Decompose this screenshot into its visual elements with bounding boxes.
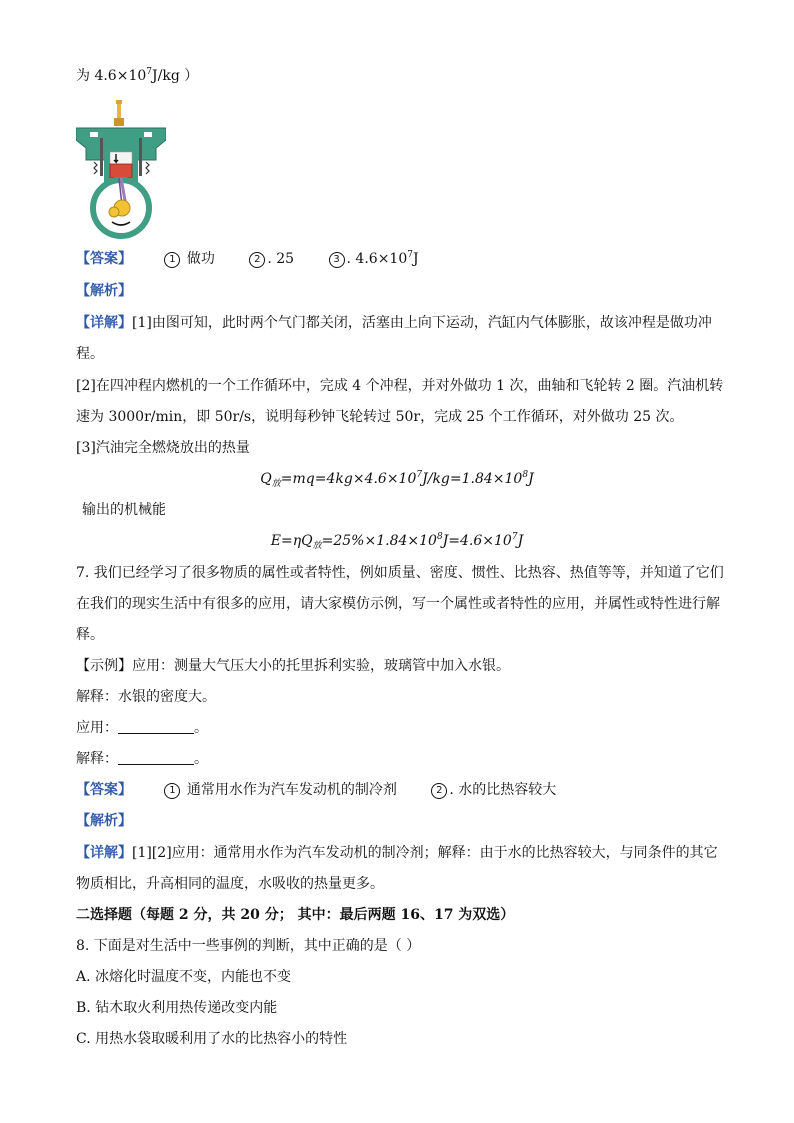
q8-option-c: C. 用热水袋取暖利用了水的比热容小的特性 (76, 1031, 348, 1047)
q8-option-b: B. 钻木取火利用热传递改变内能 (76, 1000, 278, 1016)
q6-detail-line-4: 速为 3000r/min，即 50r/s，说明每秒钟飞轮转过 50r，完成 25 个工作循环，对外做功 25 次。 (76, 409, 684, 425)
engine-diagram (76, 100, 166, 240)
q7-example: 【示例】应用：测量大气压大小的托里拆利实验，玻璃管中加入水银。 (76, 658, 510, 674)
q6-answer: 【答案】 1 做功 2 . 25 3 . $4.6\times 10^7J$ (76, 250, 419, 267)
q6-detail-line-5: [3]汽油完全燃烧放出的热量 (76, 440, 250, 456)
answer-blank (118, 750, 194, 765)
exhaust-valve-stem (139, 138, 142, 176)
q6-stem-tail: 为 $4.6\times 10^7J/kg$ ） (76, 67, 199, 84)
piston (110, 164, 132, 178)
formula-mechanical-energy: $E=\eta Q_放=25\%\times 1.84\times 10^8J=4.6\times 10^7J$ (270, 532, 524, 551)
q6-detail-line-1: 【详解】[1]由图可知，此时两个气门都关闭，活塞由上向下运动，汽缸内气体膨胀，故该冲程是做功冲 (76, 315, 712, 331)
exhaust-port (144, 132, 152, 137)
q7-analysis-label: 【解析】 (76, 813, 132, 829)
section-title: 二选择题（每题 2 分，共 20 分； 其中：最后两题 16、17 为双选） (76, 907, 515, 923)
q7-stem-line-1: 7. 我们已经学习了很多物质的属性或者特性，例如质量、密度、惯性、比热容、热值等等，并知道了它们 (76, 565, 724, 581)
intake-valve-stem (100, 138, 103, 176)
q7-application-blank: 应用： 。 (76, 720, 208, 736)
spark-plug-base (114, 118, 124, 126)
q7-stem-line-2: 在我们的现实生活中有很多的应用，请大家模仿示例，写一个属性或者特性的应用，并属性或特性进行解 (76, 596, 720, 612)
exhaust-spring (146, 162, 149, 174)
q8-option-a: A. 冰熔化时温度不变，内能也不变 (76, 969, 292, 985)
spark-plug-tip (116, 100, 122, 104)
q6-detail-line-2: 程。 (76, 346, 104, 362)
spark-plug-body (117, 104, 121, 118)
q8-stem: 8. 下面是对生活中一些事例的判断，其中正确的是（ ） (76, 938, 421, 954)
q7-example-explain: 解释：水银的密度大。 (76, 689, 216, 705)
answer-blank (118, 719, 194, 734)
q6-detail-line-6: 输出的机械能 (82, 502, 166, 518)
q7-answer: 【答案】 1 通常用水作为汽车发动机的制冷剂 2 . 水的比热容较大 (76, 782, 557, 798)
q7-explanation-blank: 解释： 。 (76, 751, 208, 767)
q7-detail-line-2: 物质相比，升高相同的温度，水吸收的热量更多。 (76, 876, 384, 892)
q6-analysis-label: 【解析】 (76, 283, 132, 299)
intake-spring (94, 162, 97, 174)
q6-detail-line-3: [2]在四冲程内燃机的一个工作循环中，完成 4 个冲程，并对外做功 1 次，曲轴和飞轮转 2 圈。汽油机转 (76, 378, 724, 394)
intake-port (90, 132, 98, 137)
q7-stem-line-3: 释。 (76, 627, 104, 643)
q7-detail-line-1: 【详解】[1][2]应用：通常用水作为汽车发动机的制冷剂；解释：由于水的比热容较大，与同条件的其它 (76, 845, 718, 861)
formula-heat: $Q_放=mq=4kg\times 4.6\times 10^7J/kg=1.84\times 10^8J$ (260, 470, 534, 489)
